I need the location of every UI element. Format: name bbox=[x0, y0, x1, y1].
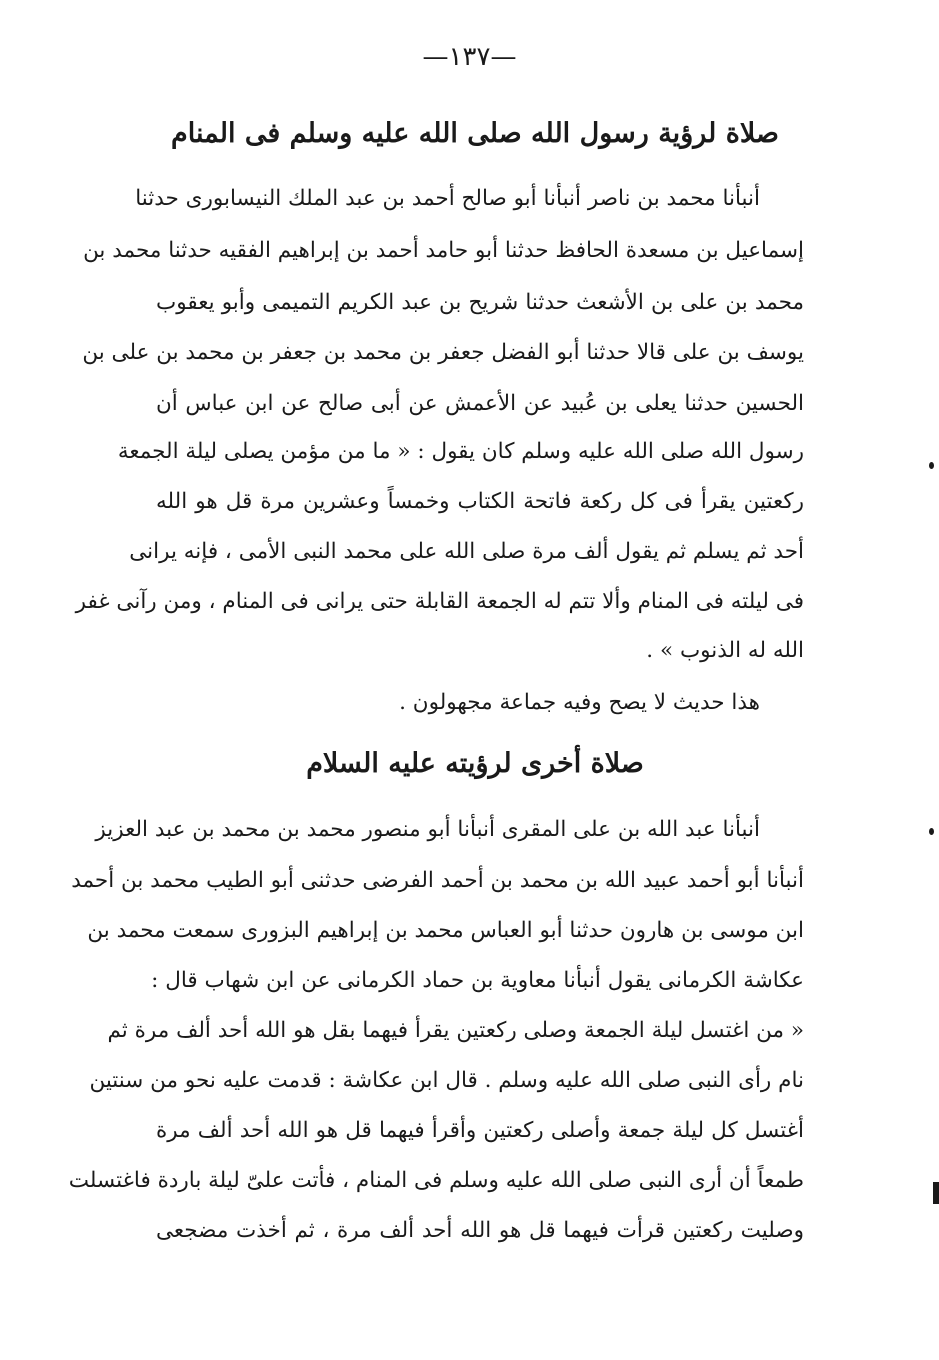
text-line: رسول الله صلى الله عليه وسلم كان يقول : « ما من مؤمن يصلى ليلة الجمعة bbox=[117, 439, 804, 464]
scan-speck bbox=[929, 462, 934, 469]
text-line: أنبأنا محمد بن ناصر أنبأنا أبو صالح أحمد بن عبد الملك النيسابورى حدثنا bbox=[135, 186, 760, 211]
section-heading-2: صلاة أخرى لرؤيته عليه السلام bbox=[306, 748, 644, 779]
text-line: يوسف بن على قالا حدثنا أبو الفضل جعفر بن محمد بن جعفر بن محمد بن على بن bbox=[82, 340, 804, 365]
text-line: أنبأنا أبو أحمد عبيد الله بن محمد بن أحمد الفرضى حدثنى أبو الطيب محمد بن أحمد bbox=[71, 868, 804, 893]
text-line: إسماعيل بن مسعدة الحافظ حدثنا أبو حامد أحمد بن إبراهيم الفقيه حدثنا محمد بن bbox=[83, 238, 804, 263]
text-line: وصليت ركعتين قرأت فيهما قل هو الله أحد ألف مرة ، ثم أخذت مضجعى bbox=[156, 1218, 804, 1243]
text-line: نام رأى النبى صلى الله عليه وسلم . قال ابن عكاشة : قدمت عليه نحو من سنتين bbox=[89, 1068, 804, 1093]
scan-speck bbox=[929, 828, 934, 835]
text-line: الله له الذنوب » . bbox=[646, 638, 804, 663]
text-line: أنبأنا عبد الله بن على المقرى أنبأنا أبو منصور محمد بن محمد بن عبد العزيز bbox=[95, 817, 760, 842]
text-line: فى ليلته فى المنام وألا تتم له الجمعة القابلة حتى يرانى فى المنام ، ومن رآنى غفر bbox=[75, 589, 804, 614]
section-heading-1: صلاة لرؤية رسول الله صلى الله عليه وسلم فى المنام bbox=[171, 118, 779, 149]
text-line: ركعتين يقرأ فى كل ركعة فاتحة الكتاب وخمساً وعشرين مرة قل هو الله bbox=[156, 489, 804, 514]
scan-edge-mark bbox=[933, 1182, 939, 1204]
text-line: الحسين حدثنا يعلى بن عُبيد عن الأعمش عن أبى صالح عن ابن عباس أن bbox=[156, 391, 804, 416]
text-line: عكاشة الكرمانى يقول أنبأنا معاوية بن حماد الكرمانى عن ابن شهاب قال : bbox=[151, 968, 804, 993]
text-line: محمد بن على بن الأشعث حدثنا شريح بن عبد الكريم التميمى وأبو يعقوب bbox=[156, 290, 804, 315]
text-line: طمعاً أن أرى النبى صلى الله عليه وسلم فى المنام ، فأتت علىّ ليلة باردة فاغتسلت bbox=[68, 1168, 804, 1193]
page-number: —١٣٧— bbox=[422, 42, 517, 72]
hadith-note: هذا حديث لا يصح وفيه جماعة مجهولون . bbox=[399, 690, 760, 715]
text-line: أحد ثم يسلم ثم يقول ألف مرة صلى الله على محمد النبى الأمى ، فإنه يرانى bbox=[129, 539, 804, 564]
text-line: « من اغتسل ليلة الجمعة وصلى ركعتين يقرأ فيهما بقل هو الله أحد ألف مرة ثم bbox=[107, 1018, 804, 1043]
text-line: أغتسل كل ليلة جمعة وأصلى ركعتين وأقرأ فيهما قل هو الله أحد ألف مرة bbox=[156, 1118, 804, 1143]
text-line: ابن موسى بن هارون حدثنا أبو العباس محمد بن إبراهيم البزورى سمعت محمد بن bbox=[87, 918, 804, 943]
